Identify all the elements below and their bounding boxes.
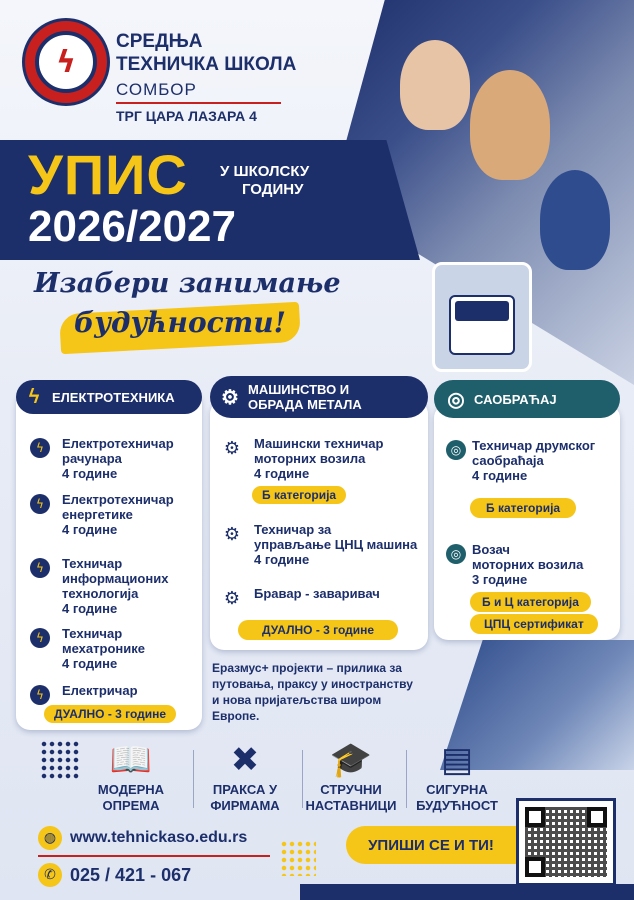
enrollment-title: УПИС bbox=[28, 143, 188, 206]
school-name-line1: СРЕДЊА bbox=[116, 31, 203, 52]
feature-teachers bbox=[296, 740, 406, 814]
program-duration: 4 године bbox=[254, 552, 310, 567]
student-figure bbox=[470, 70, 550, 180]
program-name: управљање ЦНЦ машина bbox=[254, 537, 418, 552]
heading-label: САОБРАЋАЈ bbox=[474, 391, 557, 407]
program-item bbox=[446, 438, 595, 483]
subtitle-line2: ГОДИНУ bbox=[242, 181, 304, 198]
program-item bbox=[30, 436, 174, 481]
program-item bbox=[30, 556, 168, 616]
footer-band bbox=[300, 884, 634, 900]
program-item bbox=[446, 542, 583, 587]
program-item bbox=[222, 522, 417, 567]
program-name: технологија bbox=[62, 586, 139, 601]
truck-window bbox=[455, 301, 509, 321]
divider bbox=[38, 855, 270, 857]
gear-icon: ⚙ bbox=[221, 386, 239, 409]
qr-corner bbox=[525, 857, 545, 877]
steering-wheel-icon: ◎ bbox=[446, 544, 466, 564]
program-name: моторних возила bbox=[254, 451, 366, 466]
school-name bbox=[116, 30, 296, 76]
qr-corner bbox=[587, 807, 607, 827]
program-item bbox=[222, 436, 383, 481]
school-logo bbox=[22, 18, 110, 106]
qr-corner bbox=[525, 807, 545, 827]
program-duration: 4 године bbox=[254, 466, 310, 481]
program-name: моторних возила bbox=[472, 557, 584, 572]
divider bbox=[116, 102, 281, 104]
heading-label: ОБРАДА МЕТАЛА bbox=[248, 397, 362, 412]
program-duration: 4 године bbox=[472, 468, 528, 483]
feature-modern-equipment bbox=[76, 740, 186, 814]
enrollment-subtitle bbox=[220, 163, 309, 199]
lightning-icon: ϟ bbox=[56, 44, 76, 80]
program-name: информационих bbox=[62, 571, 169, 586]
lightning-icon: ϟ bbox=[30, 685, 50, 705]
program-name: рачунара bbox=[62, 451, 122, 466]
program-name: мехатронике bbox=[62, 641, 145, 656]
feature-label: МОДЕРНА bbox=[97, 782, 165, 797]
elektrotehnika-heading bbox=[16, 380, 202, 414]
enroll-cta: УПИШИ СЕ И ТИ! bbox=[346, 826, 516, 864]
gear-icon: ⚙ bbox=[223, 437, 241, 459]
program-name: Бравар - заваривач bbox=[254, 586, 380, 601]
program-duration: 3 године bbox=[472, 572, 528, 587]
masinstvo-heading bbox=[210, 376, 428, 418]
lightning-icon: ϟ bbox=[30, 558, 50, 578]
program-name: Техничар bbox=[62, 626, 123, 641]
program-name: Машински техничар bbox=[254, 436, 384, 451]
lightning-icon: ϟ bbox=[28, 385, 40, 408]
program-name: Техничар bbox=[62, 556, 123, 571]
lightning-icon: ϟ bbox=[30, 438, 50, 458]
program-name: Електротехничар bbox=[62, 436, 174, 451]
category-badge: Б и Ц категорија bbox=[470, 592, 591, 612]
slogan-line1: Изабери занимање bbox=[34, 268, 341, 299]
program-name: енергетике bbox=[62, 507, 133, 522]
subtitle-line1: У ШКОЛСКУ bbox=[220, 163, 310, 180]
decor-dots bbox=[280, 840, 316, 876]
feature-label: СИГУРНА bbox=[426, 782, 488, 797]
feature-label: СТРУЧНИ bbox=[320, 782, 382, 797]
erasmus-text: Еразмус+ пројекти – прилика за путовања, праксу у иностранству и нова пријатељства широм Европе. bbox=[212, 661, 413, 723]
website-link[interactable]: www.tehnickaso.edu.rs bbox=[70, 829, 248, 846]
program-name: Техничар за bbox=[254, 522, 332, 537]
program-name: Техничар друмског bbox=[472, 438, 596, 453]
feature-label: НАСТАВНИЦИ bbox=[305, 798, 397, 813]
school-city: СОМБОР bbox=[116, 80, 197, 99]
school-address: ТРГ ЦАРА ЛАЗАРА 4 bbox=[116, 108, 257, 124]
feature-label: ФИРМАМА bbox=[210, 798, 280, 813]
website[interactable] bbox=[38, 826, 247, 850]
student-figure bbox=[400, 40, 470, 130]
phone[interactable] bbox=[38, 863, 191, 887]
program-duration: 4 године bbox=[62, 656, 118, 671]
lightning-icon: ϟ bbox=[30, 628, 50, 648]
heading-label: ЕЛЕКТРОТЕХНИКА bbox=[52, 389, 175, 405]
school-name-line2: ТЕХНИЧКА ШКОЛА bbox=[116, 54, 297, 75]
feature-label: ПРАКСА У bbox=[212, 782, 278, 797]
globe-icon: ◍ bbox=[38, 826, 62, 850]
program-duration: 4 године bbox=[62, 522, 118, 537]
program-duration: 4 године bbox=[62, 601, 118, 616]
category-badge: Б категорија bbox=[252, 486, 346, 504]
steering-wheel-icon: ◎ bbox=[446, 440, 466, 460]
phone-icon: ✆ bbox=[38, 863, 62, 887]
lightning-icon: ϟ bbox=[30, 494, 50, 514]
feature-practice bbox=[190, 740, 300, 814]
slogan-line2: будућности! bbox=[74, 306, 286, 339]
tools-icon: ✖ bbox=[230, 740, 260, 780]
feature-label: БУДУЋНОСТ bbox=[416, 798, 498, 813]
program-name: Возач bbox=[472, 542, 510, 557]
feature-future bbox=[402, 740, 512, 814]
phone-number[interactable]: 025 / 421 - 067 bbox=[70, 864, 192, 885]
program-item bbox=[30, 683, 138, 705]
certificate-badge: ЦПЦ сертификат bbox=[470, 614, 598, 634]
program-item bbox=[222, 586, 380, 608]
program-item bbox=[30, 626, 145, 671]
category-badge: Б категорија bbox=[470, 498, 576, 518]
program-item bbox=[30, 492, 174, 537]
decor-dots bbox=[40, 740, 80, 780]
program-name: саобраћаја bbox=[472, 453, 544, 468]
program-name: Електротехничар bbox=[62, 492, 174, 507]
steering-wheel-icon: ◎ bbox=[447, 388, 465, 411]
student-figure bbox=[540, 170, 610, 270]
gear-icon: ⚙ bbox=[223, 587, 241, 609]
book-icon: 📖 bbox=[109, 740, 153, 780]
program-duration: 4 године bbox=[62, 466, 118, 481]
gear-icon bbox=[35, 31, 97, 93]
dual-badge: ДУАЛНО - 3 године bbox=[238, 620, 398, 640]
school-year: 2026/2027 bbox=[28, 202, 236, 251]
gear-icon: ⚙ bbox=[223, 523, 241, 545]
dual-badge: ДУАЛНО - 3 године bbox=[44, 705, 176, 723]
saobracaj-heading bbox=[434, 380, 620, 418]
certificate-icon: ▤ bbox=[440, 740, 474, 780]
feature-label: ОПРЕМА bbox=[102, 798, 160, 813]
qr-code[interactable] bbox=[516, 798, 616, 886]
heading-label: МАШИНСТВО И bbox=[248, 382, 350, 397]
program-name: Електричар bbox=[62, 683, 138, 698]
truck-image bbox=[432, 262, 532, 372]
graduation-cap-icon: 🎓 bbox=[329, 740, 373, 780]
